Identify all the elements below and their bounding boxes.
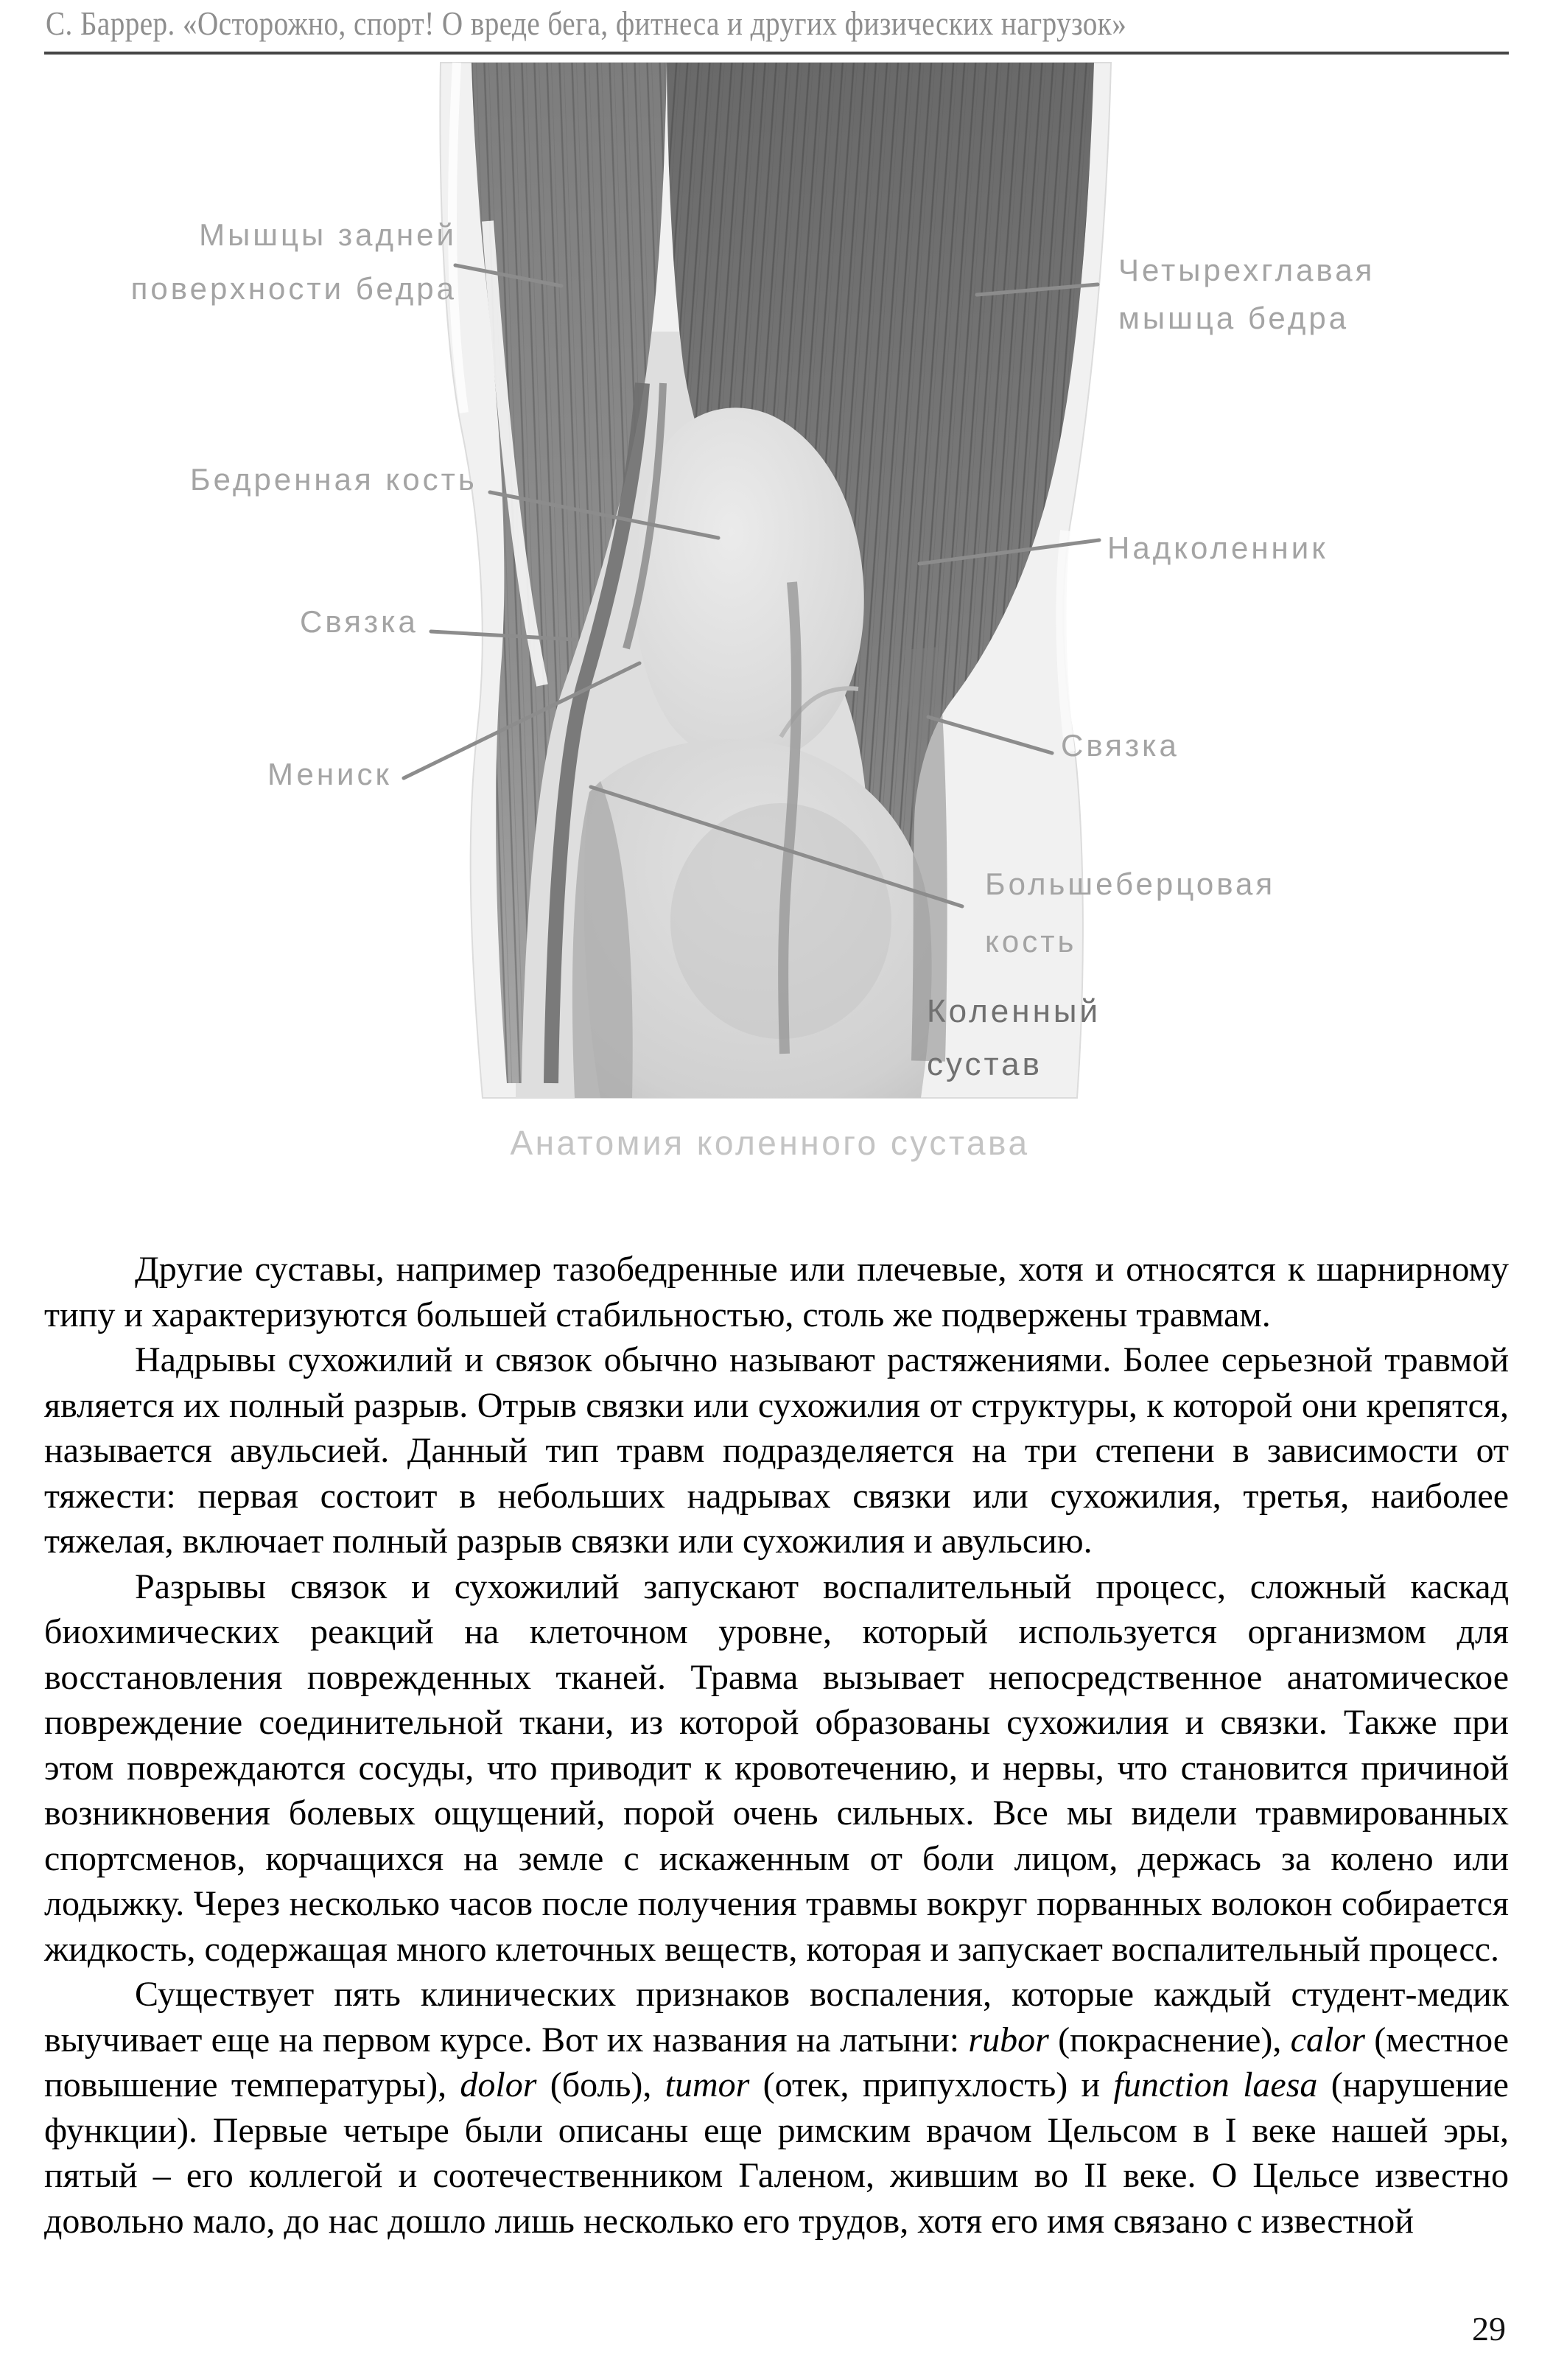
label-ligament-left: Связка [300, 604, 418, 639]
text-run: Надрывы сухожилий и связок обычно называют растяжениями. Более серьезной травмой является их полный разрыв. Отрыв связки или сухожилия от структуры, к которой они крепятся, называется авульсией. Данный тип травм подразделяется на три степени в зависимости от тяжести: первая состоит в небольших надрывах связки или сухожилия, третья, наиболее тяжелая, включает полный разрыв связки или сухожилия и авульсию. [44, 1340, 1509, 1561]
label-line: Большеберцовая [985, 867, 1276, 901]
text-run: Другие суставы, например тазобедренные или плечевые, хотя и относятся к шарнирному типу и характеризуются большей стабильностью, столь же подвержены травмам. [44, 1250, 1509, 1334]
label-knee-joint [927, 985, 1101, 1091]
label-meniscus: Мениск [267, 757, 392, 791]
paragraph [44, 1337, 1509, 1564]
label-line: Четырехглавая [1118, 253, 1375, 287]
label-quadriceps [1118, 246, 1375, 342]
text-run: Разрывы связок и сухожилий запускают воспалительный процесс, сложный каскад биохимических реакций на клеточном уровне, который используется организмом для восстановления поврежденных тканей. Травма вызывает непосредственное анатомическое повреждение соединительной ткани, из которой образованы сухожилия и связки. Также при этом повреждаются сосуды, что приводит к кровотечению, и нервы, что становится причиной возникновения болевых ощущений, порой очень сильных. Все мы видели травмированных спортсменов, корчащихся на земле с искаженным от боли лицом, держась за колено или лодыжку. Через несколько часов после получения травмы вокруг порванных волокон собирается жидкость, содержащая много клеточных веществ, которая и запускает воспалительный процесс. [44, 1567, 1509, 1969]
label-line: кость [985, 924, 1077, 959]
text-run: (местное повышение температуры), [44, 2020, 1510, 2104]
paragraph [44, 1247, 1509, 1337]
body-text [44, 1247, 1509, 2244]
label-hamstring-muscles [131, 208, 457, 315]
label-femur: Бедренная кость [190, 462, 477, 497]
latin-term: rubor [968, 2020, 1049, 2059]
label-patella: Надколенник [1107, 531, 1328, 565]
latin-term: tumor [665, 2065, 750, 2104]
text-run: Существует пять клинических признаков воспаления, которые каждый студент-медик выучивает еще на первом курсе. Вот их названия на латыни: [44, 1975, 1509, 2059]
label-ligament-right: Связка [1061, 728, 1179, 763]
paragraph [44, 1564, 1509, 1973]
label-line: Коленный [927, 993, 1101, 1029]
text-run: (нарушение функции). Первые четыре были описаны еще римским врачом Цельсом в I веке нашей эры, пятый – его коллегой и соотечественником Галеном, жившим во II веке. О Цельсе известно довольно мало, до нас дошло лишь несколько его трудов, хотя его имя связано с известной [44, 2065, 1509, 2241]
label-line: сустав [927, 1046, 1043, 1082]
label-line: поверхности бедра [130, 271, 457, 306]
text-run: (боль), [536, 2065, 665, 2104]
latin-term: calor [1290, 2020, 1365, 2059]
paragraph [44, 1972, 1509, 2244]
sheath-highlight-right [1061, 531, 1070, 752]
label-line: мышца бедра [1118, 301, 1350, 335]
text-run: (покраснение), [1048, 2020, 1291, 2059]
running-header: С. Баррер. «Осторожно, спорт! О вреде бега, фитнеса и других физических нагрузок» [46, 5, 1127, 42]
label-line: Мышцы задней [199, 217, 457, 252]
text-run: (отек, припухлость) и [749, 2065, 1114, 2104]
latin-term: function laesa [1113, 2065, 1318, 2104]
latin-term: dolor [460, 2065, 537, 2104]
label-tibia [985, 855, 1275, 970]
page-number: 29 [1472, 2310, 1506, 2348]
figure-caption: Анатомия коленного сустава [510, 1124, 1030, 1162]
